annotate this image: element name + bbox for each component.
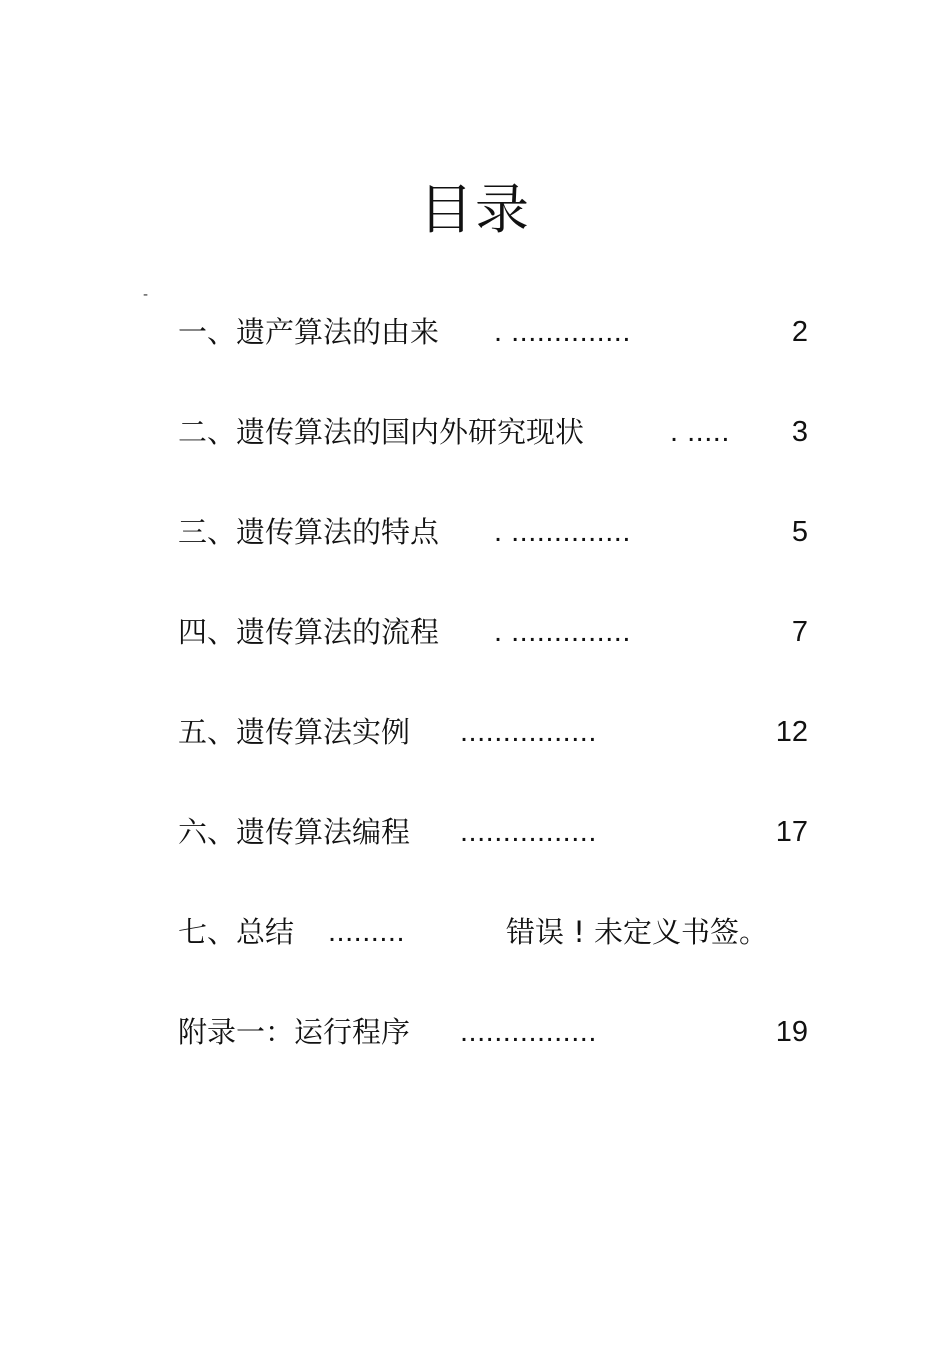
toc-page-number: 19 bbox=[775, 1016, 808, 1048]
toc-entry-6[interactable] bbox=[178, 810, 808, 910]
toc-entry-label: 四、遗传算法的流程 bbox=[178, 615, 440, 649]
toc-entry-2[interactable] bbox=[178, 410, 808, 510]
toc-leader-dots: . .............. bbox=[494, 516, 631, 548]
toc-entry-label: 二、遗传算法的国内外研究现状 bbox=[178, 415, 585, 449]
toc-entry-5[interactable] bbox=[178, 710, 808, 810]
toc-entry-label: 附录一：运行程序 bbox=[178, 1015, 411, 1049]
toc-page-number: 5 bbox=[791, 516, 808, 548]
toc-entry-3[interactable] bbox=[178, 510, 808, 610]
toc-page-number: 17 bbox=[775, 816, 808, 848]
toc-leader-dots: ................ bbox=[460, 716, 597, 748]
stray-mark: - bbox=[143, 287, 149, 303]
toc-entry-8[interactable] bbox=[178, 1010, 808, 1110]
toc-entry-4[interactable] bbox=[178, 610, 808, 710]
toc-page-number: 12 bbox=[775, 716, 808, 748]
toc-leader-dots: ................ bbox=[460, 1016, 597, 1048]
toc-entry-1[interactable] bbox=[178, 310, 808, 410]
toc-entry-7[interactable] bbox=[178, 910, 808, 1010]
toc-entry-label: 五、遗传算法实例 bbox=[178, 715, 411, 749]
toc-entry-label: 一、遗产算法的由来 bbox=[178, 315, 440, 349]
toc-leader-dots: ................ bbox=[460, 816, 597, 848]
toc-leader-dots: . .............. bbox=[494, 316, 631, 348]
table-of-contents bbox=[178, 310, 808, 1110]
toc-page-number: 3 bbox=[791, 416, 808, 448]
page-title: 目录 bbox=[419, 178, 531, 241]
toc-leader-dots: ......... bbox=[328, 916, 406, 948]
toc-bookmark-error: 错误 ! 未定义书签。 bbox=[506, 915, 769, 949]
toc-entry-label: 三、遗传算法的特点 bbox=[178, 515, 440, 549]
toc-leader-dots: . .............. bbox=[494, 616, 631, 648]
toc-leader-dots: . ..... bbox=[670, 416, 730, 448]
toc-page-number: 7 bbox=[791, 616, 808, 648]
toc-entry-label: 六、遗传算法编程 bbox=[178, 815, 411, 849]
toc-page-number: 2 bbox=[791, 316, 808, 348]
toc-entry-label: 七、总结 bbox=[178, 915, 295, 949]
